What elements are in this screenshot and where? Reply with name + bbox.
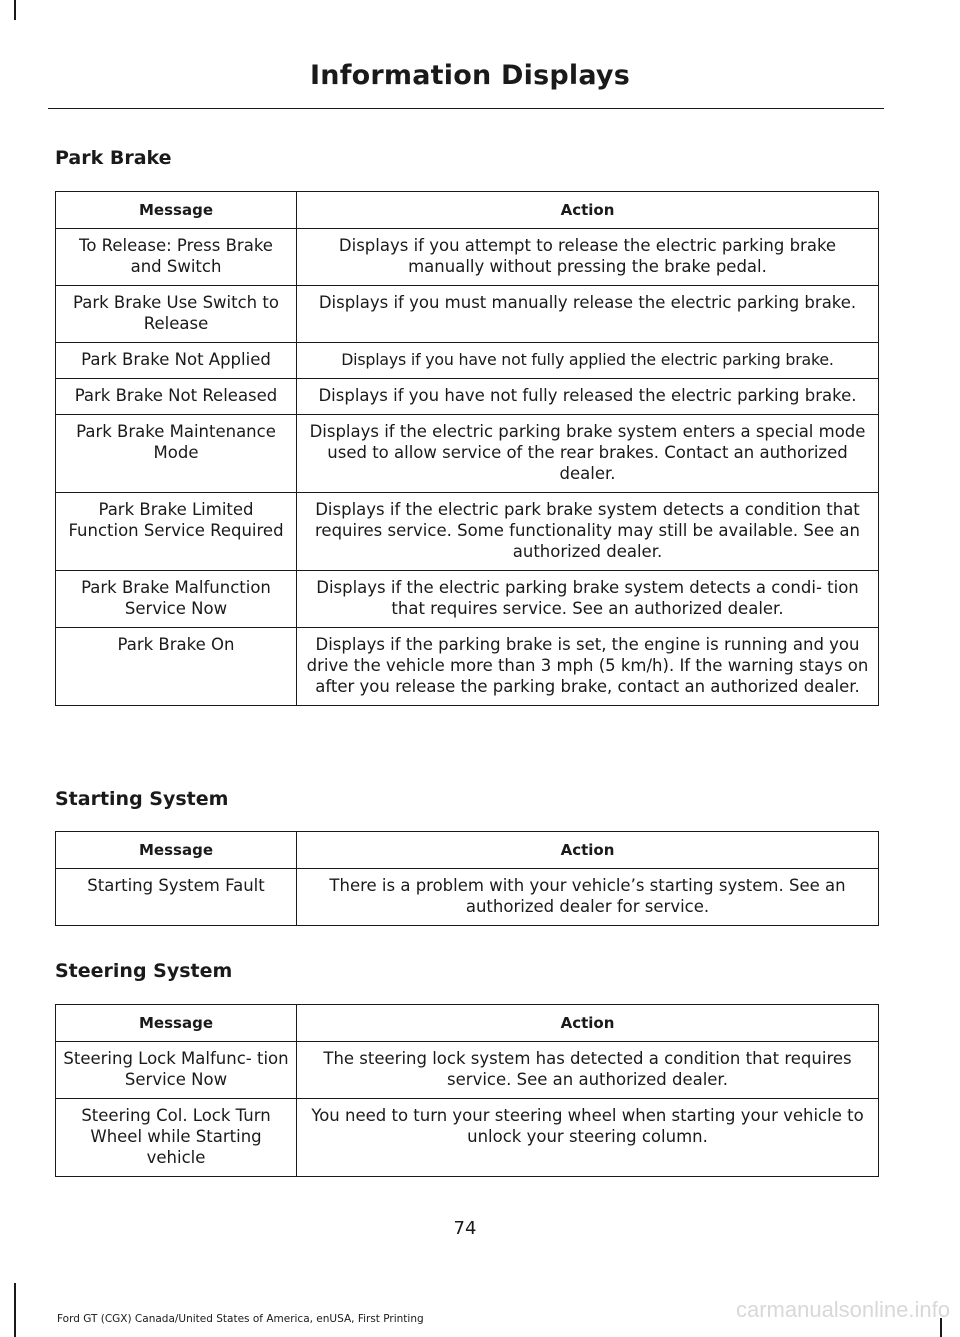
steering-system-table [55,1004,879,1177]
message-cell: Park Brake Limited Function Service Required [56,493,297,571]
page-header [48,58,884,109]
table-row [56,628,879,706]
message-cell: Park Brake On [56,628,297,706]
message-cell: Park Brake Not Released [56,379,297,415]
table-row [56,286,879,343]
section-heading-park-brake: Park Brake [55,147,172,169]
watermark: carmanualsonline.info [735,1297,950,1322]
message-cell: Park Brake Maintenance Mode [56,415,297,493]
action-cell: Displays if you must manually release the electric parking brake. [297,286,879,343]
table-row [56,229,879,286]
table-header-row [56,192,879,229]
column-header-action: Action [297,1005,879,1042]
column-header-message: Message [56,832,297,869]
message-cell: Starting System Fault [56,869,297,926]
page-title: Information Displays [310,60,630,91]
column-header-message: Message [56,1005,297,1042]
section-heading-steering-system: Steering System [55,960,233,982]
table-row [56,493,879,571]
action-cell: The steering lock system has detected a condition that requires service. See an authorized dealer. [297,1042,879,1099]
action-cell: Displays if the electric park brake system detects a condition that requires service. Some functionality may still be available. See an authorized dealer. [297,493,879,571]
section-heading-starting-system: Starting System [55,788,229,810]
table-row [56,869,879,926]
starting-system-table [55,831,879,926]
table-row [56,343,879,379]
table-row [56,379,879,415]
page-number: 74 [453,1218,477,1239]
column-header-action: Action [297,832,879,869]
action-cell: Displays if the electric parking brake system enters a special mode used to allow service of the rear brakes. Contact an authorized dealer. [297,415,879,493]
action-cell: You need to turn your steering wheel when starting your vehicle to unlock your steering column. [297,1099,879,1177]
message-cell: Park Brake Use Switch to Release [56,286,297,343]
table-row [56,415,879,493]
action-cell: Displays if you have not fully released the electric parking brake. [297,379,879,415]
column-header-message: Message [56,192,297,229]
table-header-row [56,1005,879,1042]
table-header-row [56,832,879,869]
action-cell: Displays if the electric parking brake system detects a condi- tion that requires service. See an authorized dealer. [297,571,879,628]
action-cell: Displays if you have not fully applied the electric parking brake. [297,343,879,379]
action-cell: Displays if the parking brake is set, the engine is running and you drive the vehicle more than 3 mph (5 km/h). If the warning stays on after you release the parking brake, contact an authorized dealer. [297,628,879,706]
table-row [56,571,879,628]
park-brake-table [55,191,879,706]
crop-mark-bottom-left [14,1283,16,1337]
column-header-action: Action [297,192,879,229]
message-cell: Steering Col. Lock Turn Wheel while Starting vehicle [56,1099,297,1177]
table-row [56,1042,879,1099]
message-cell: To Release: Press Brake and Switch [56,229,297,286]
action-cell: Displays if you attempt to release the electric parking brake manually without pressing the brake pedal. [297,229,879,286]
message-cell: Steering Lock Malfunc- tion Service Now [56,1042,297,1099]
action-cell: There is a problem with your vehicle’s starting system. See an authorized dealer for service. [297,869,879,926]
message-cell: Park Brake Not Applied [56,343,297,379]
table-row [56,1099,879,1177]
footer-text: Ford GT (CGX) Canada/United States of America, enUSA, First Printing [57,1313,424,1325]
message-cell: Park Brake Malfunction Service Now [56,571,297,628]
crop-mark-top-left [14,0,16,20]
